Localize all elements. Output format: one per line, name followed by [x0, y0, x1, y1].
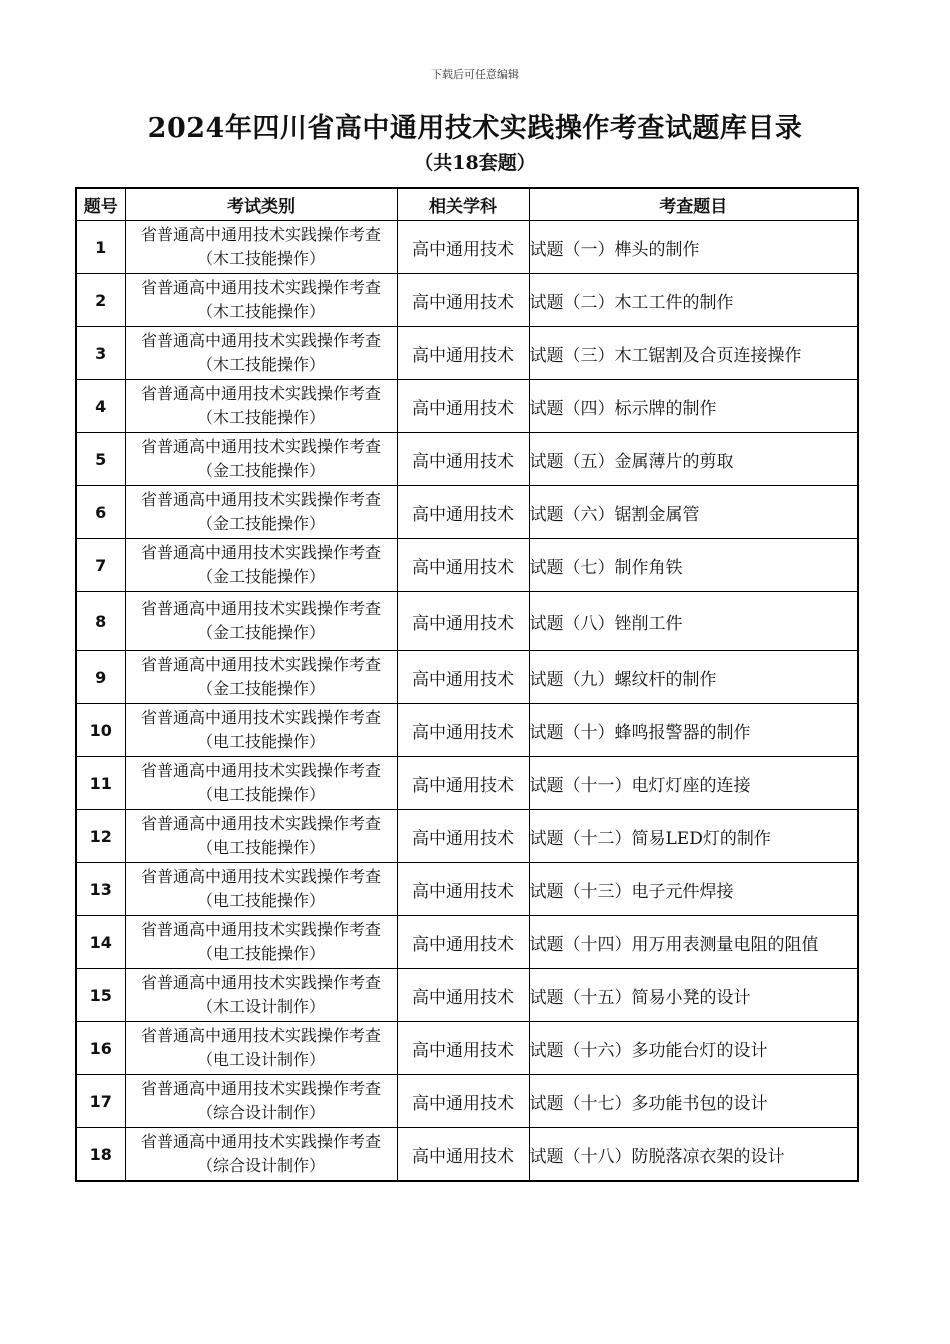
table-row — [76, 380, 858, 433]
row-subject: 高中通用技术 — [397, 274, 529, 327]
row-subject: 高中通用技术 — [397, 1128, 529, 1182]
row-number: 18 — [76, 1128, 125, 1182]
row-number: 2 — [76, 274, 125, 327]
row-topic: 试题（十三）电子元件焊接 — [529, 863, 858, 916]
category-sub: （电工技能操作） — [196, 944, 325, 963]
row-subject: 高中通用技术 — [397, 433, 529, 486]
category-sub: （木工技能操作） — [196, 355, 325, 374]
category-line: 省普通高中通用技术实践操作考查 — [140, 278, 381, 297]
row-number: 5 — [76, 433, 125, 486]
column-header-category: 考试类别 — [125, 188, 397, 221]
column-header-number: 题号 — [76, 188, 125, 221]
row-topic: 试题（十二）简易LED灯的制作 — [529, 810, 858, 863]
category-line: 省普通高中通用技术实践操作考查 — [140, 1079, 381, 1098]
row-topic: 试题（八）锉削工件 — [529, 592, 858, 651]
row-category — [125, 1022, 397, 1075]
table-row — [76, 486, 858, 539]
category-sub: （电工设计制作） — [196, 1050, 325, 1069]
category-line: 省普通高中通用技术实践操作考查 — [140, 331, 381, 350]
row-subject: 高中通用技术 — [397, 592, 529, 651]
row-subject: 高中通用技术 — [397, 1075, 529, 1128]
row-subject: 高中通用技术 — [397, 810, 529, 863]
category-sub: （电工技能操作） — [196, 838, 325, 857]
category-sub: （电工技能操作） — [196, 891, 325, 910]
document-title: 2024年四川省高中通用技术实践操作考查试题库目录 — [147, 113, 803, 144]
category-sub: （木工技能操作） — [196, 408, 325, 427]
row-category — [125, 810, 397, 863]
row-number: 13 — [76, 863, 125, 916]
table-row — [76, 1022, 858, 1075]
table-row — [76, 539, 858, 592]
row-category — [125, 486, 397, 539]
category-sub: （金工技能操作） — [196, 567, 325, 586]
category-sub: （金工技能操作） — [196, 623, 325, 642]
column-header-topic: 考查题目 — [529, 188, 858, 221]
category-line: 省普通高中通用技术实践操作考查 — [140, 599, 381, 618]
row-number: 6 — [76, 486, 125, 539]
category-sub: （金工技能操作） — [196, 679, 325, 698]
row-category — [125, 704, 397, 757]
category-sub: （综合设计制作） — [196, 1156, 325, 1175]
row-topic: 试题（五）金属薄片的剪取 — [529, 433, 858, 486]
category-line: 省普通高中通用技术实践操作考查 — [140, 543, 381, 562]
category-line: 省普通高中通用技术实践操作考查 — [140, 384, 381, 403]
row-category — [125, 863, 397, 916]
row-number: 3 — [76, 327, 125, 380]
table-row — [76, 810, 858, 863]
row-category — [125, 969, 397, 1022]
table-row — [76, 327, 858, 380]
row-number: 9 — [76, 651, 125, 704]
row-category — [125, 380, 397, 433]
row-topic: 试题（十四）用万用表测量电阻的阻值 — [529, 916, 858, 969]
row-category — [125, 327, 397, 380]
row-number: 11 — [76, 757, 125, 810]
category-line: 省普通高中通用技术实践操作考查 — [140, 437, 381, 456]
category-sub: （木工设计制作） — [196, 997, 325, 1016]
category-sub: （木工技能操作） — [196, 249, 325, 268]
row-topic: 试题（三）木工锯割及合页连接操作 — [529, 327, 858, 380]
table-row — [76, 757, 858, 810]
row-subject: 高中通用技术 — [397, 486, 529, 539]
row-number: 15 — [76, 969, 125, 1022]
row-topic: 试题（十六）多功能台灯的设计 — [529, 1022, 858, 1075]
row-category — [125, 1075, 397, 1128]
row-number: 14 — [76, 916, 125, 969]
row-category — [125, 651, 397, 704]
row-topic: 试题（四）标示牌的制作 — [529, 380, 858, 433]
category-sub: （电工技能操作） — [196, 785, 325, 804]
row-subject: 高中通用技术 — [397, 327, 529, 380]
category-line: 省普通高中通用技术实践操作考查 — [140, 708, 381, 727]
row-number: 12 — [76, 810, 125, 863]
table-header-row — [76, 188, 858, 221]
row-subject: 高中通用技术 — [397, 221, 529, 274]
row-subject: 高中通用技术 — [397, 863, 529, 916]
category-line: 省普通高中通用技术实践操作考查 — [140, 1132, 381, 1151]
row-category — [125, 274, 397, 327]
table-row — [76, 969, 858, 1022]
row-topic: 试题（十五）简易小凳的设计 — [529, 969, 858, 1022]
row-subject: 高中通用技术 — [397, 1022, 529, 1075]
row-category — [125, 916, 397, 969]
row-category — [125, 592, 397, 651]
row-topic: 试题（七）制作角铁 — [529, 539, 858, 592]
row-category — [125, 1128, 397, 1182]
category-line: 省普通高中通用技术实践操作考查 — [140, 225, 381, 244]
row-topic: 试题（九）螺纹杆的制作 — [529, 651, 858, 704]
category-line: 省普通高中通用技术实践操作考查 — [140, 867, 381, 886]
row-topic: 试题（一）榫头的制作 — [529, 221, 858, 274]
header-note: 下载后可任意编辑 — [431, 68, 519, 81]
table-row — [76, 433, 858, 486]
row-subject: 高中通用技术 — [397, 380, 529, 433]
row-topic: 试题（十八）防脱落凉衣架的设计 — [529, 1128, 858, 1182]
category-line: 省普通高中通用技术实践操作考查 — [140, 490, 381, 509]
row-number: 1 — [76, 221, 125, 274]
row-subject: 高中通用技术 — [397, 539, 529, 592]
category-sub: （金工技能操作） — [196, 461, 325, 480]
row-category — [125, 539, 397, 592]
row-number: 10 — [76, 704, 125, 757]
table-row — [76, 592, 858, 651]
row-topic: 试题（二）木工工件的制作 — [529, 274, 858, 327]
catalog-table — [75, 187, 859, 1182]
table-row — [76, 221, 858, 274]
category-sub: （木工技能操作） — [196, 302, 325, 321]
row-number: 16 — [76, 1022, 125, 1075]
table-row — [76, 916, 858, 969]
category-line: 省普通高中通用技术实践操作考查 — [140, 920, 381, 939]
table-row — [76, 863, 858, 916]
row-number: 4 — [76, 380, 125, 433]
table-row — [76, 651, 858, 704]
row-subject: 高中通用技术 — [397, 757, 529, 810]
row-topic: 试题（十）蜂鸣报警器的制作 — [529, 704, 858, 757]
category-sub: （综合设计制作） — [196, 1103, 325, 1122]
row-number: 7 — [76, 539, 125, 592]
category-sub: （电工技能操作） — [196, 732, 325, 751]
table-row — [76, 704, 858, 757]
row-topic: 试题（十七）多功能书包的设计 — [529, 1075, 858, 1128]
row-category — [125, 221, 397, 274]
row-category — [125, 757, 397, 810]
category-line: 省普通高中通用技术实践操作考查 — [140, 761, 381, 780]
row-number: 17 — [76, 1075, 125, 1128]
category-line: 省普通高中通用技术实践操作考查 — [140, 814, 381, 833]
column-header-subject: 相关学科 — [397, 188, 529, 221]
category-line: 省普通高中通用技术实践操作考查 — [140, 973, 381, 992]
row-topic: 试题（六）锯割金属管 — [529, 486, 858, 539]
row-subject: 高中通用技术 — [397, 916, 529, 969]
row-subject: 高中通用技术 — [397, 651, 529, 704]
table-row — [76, 274, 858, 327]
row-subject: 高中通用技术 — [397, 969, 529, 1022]
category-line: 省普通高中通用技术实践操作考查 — [140, 655, 381, 674]
row-topic: 试题（十一）电灯灯座的连接 — [529, 757, 858, 810]
table-row — [76, 1128, 858, 1182]
row-subject: 高中通用技术 — [397, 704, 529, 757]
table-row — [76, 1075, 858, 1128]
row-number: 8 — [76, 592, 125, 651]
category-line: 省普通高中通用技术实践操作考查 — [140, 1026, 381, 1045]
row-category — [125, 433, 397, 486]
category-sub: （金工技能操作） — [196, 514, 325, 533]
document-subtitle: （共18套题） — [414, 152, 536, 174]
